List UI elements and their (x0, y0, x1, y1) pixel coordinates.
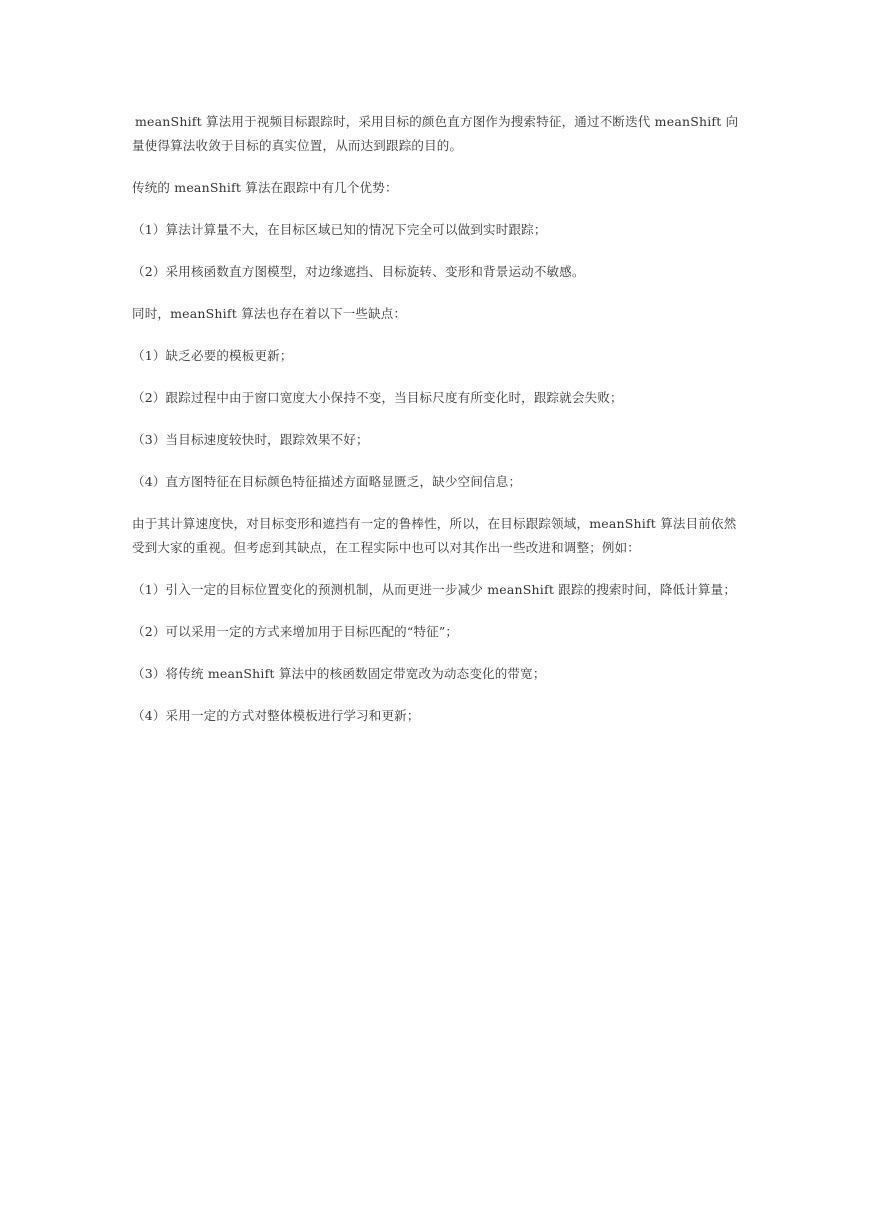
intro-paragraph: meanShift 算法用于视频目标跟踪时，采用目标的颜色直方图作为搜索特征，通过不断迭代 meanShift 向量使得算法收敛于目标的真实位置，从而达到跟踪的目的。 (132, 114, 739, 153)
improvement-item-2: （2）可以采用一定的方式来增加用于目标匹配的“特征”； (132, 624, 459, 639)
improvements-paragraph: 由于其计算速度快，对目标变形和遮挡有一定的鲁棒性，所以，在目标跟踪领域，meanShift 算法目前依然受到大家的重视。但考虑到其缺点，在工程实际中也可以对其作出一些改进和调整；例如： (132, 516, 737, 555)
drawback-item-2: （2）跟踪过程中由于窗口宽度大小保持不变，当目标尺度有所变化时，跟踪就会失败； (132, 390, 623, 405)
drawbacks-heading: 同时，meanShift 算法也存在着以下一些缺点： (132, 306, 407, 321)
drawback-item-3: （3）当目标速度较快时，跟踪效果不好； (132, 432, 369, 447)
advantage-item-1: （1）算法计算量不大，在目标区域已知的情况下完全可以做到实时跟踪； (132, 222, 547, 237)
improvement-item-4: （4）采用一定的方式对整体模板进行学习和更新； (132, 708, 420, 723)
advantage-item-2: （2）采用核函数直方图模型，对边缘遮挡、目标旋转、变形和背景运动不敏感。 (132, 264, 585, 279)
improvement-item-3: （3）将传统 meanShift 算法中的核函数固定带宽改为动态变化的带宽； (132, 666, 546, 681)
drawback-item-1: （1）缺乏必要的模板更新； (132, 348, 293, 363)
drawback-item-4: （4）直方图特征在目标颜色特征描述方面略显匮乏，缺少空间信息； (132, 474, 522, 489)
improvement-item-1: （1）引入一定的目标位置变化的预测机制，从而更进一步减少 meanShift 跟踪的搜索时间，降低计算量； (132, 582, 737, 597)
document-body (132, 110, 744, 746)
advantages-heading: 传统的 meanShift 算法在跟踪中有几个优势： (132, 180, 398, 195)
